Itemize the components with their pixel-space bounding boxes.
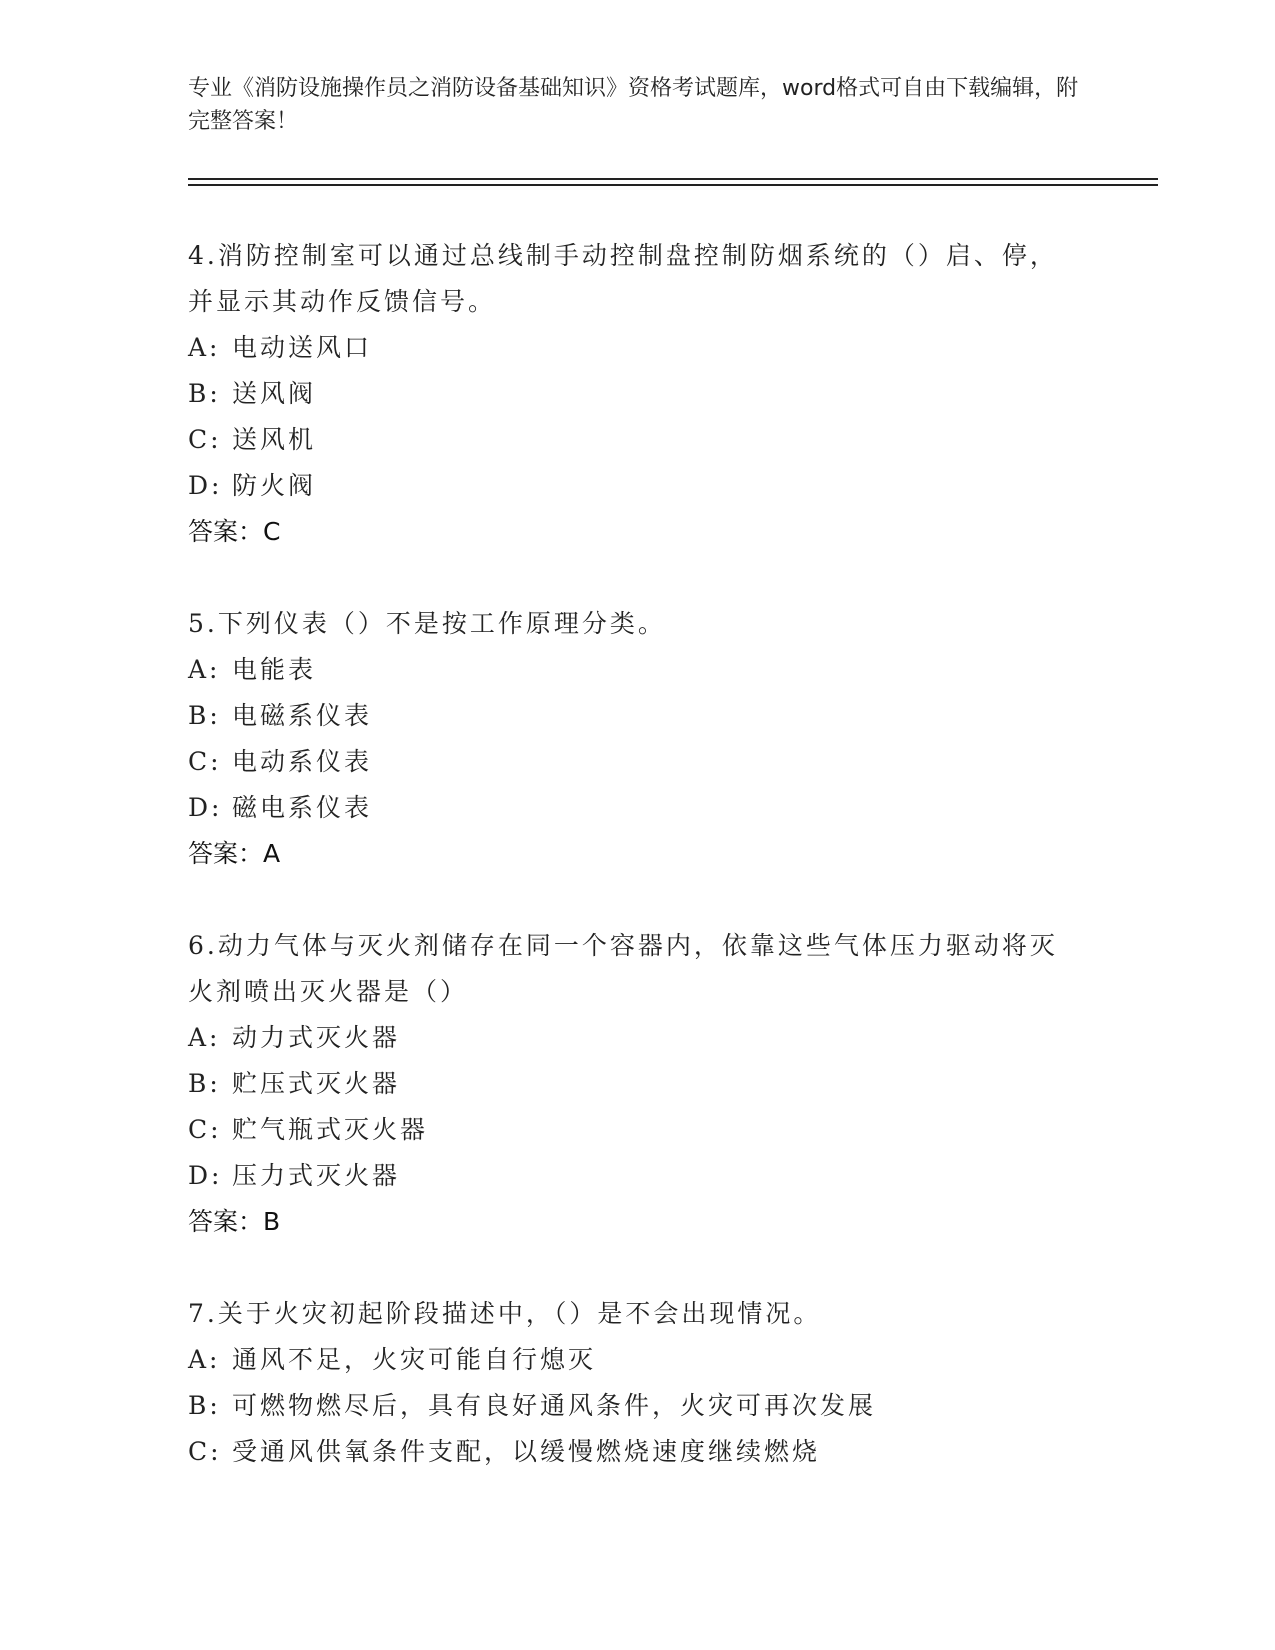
- option-d: [188, 785, 1088, 831]
- option-d: [188, 1153, 1088, 1199]
- answer-label: 答案：: [188, 517, 264, 546]
- option-letter: B:: [188, 1391, 221, 1420]
- option-letter: A:: [188, 655, 221, 684]
- option-a: [188, 1015, 1088, 1061]
- option-text: 通风不足，火灾可能自行熄灭: [232, 1345, 597, 1374]
- option-c: [188, 1429, 1088, 1475]
- option-letter: C:: [188, 1115, 222, 1144]
- question-4: [188, 233, 1088, 555]
- header-rule-bottom: [188, 184, 1158, 186]
- option-letter: C:: [188, 425, 222, 454]
- document-intro: 专业《消防设施操作员之消防设备基础知识》资格考试题库，word格式可自由下载编辑，附完整答案！: [188, 76, 1079, 134]
- option-letter: C:: [188, 1437, 222, 1466]
- option-letter: A:: [188, 333, 221, 362]
- answer-value: B: [263, 1207, 281, 1236]
- option-letter: B:: [188, 1069, 221, 1098]
- answer-label: 答案：: [188, 839, 264, 868]
- option-c: [188, 1107, 1088, 1153]
- option-text: 电动送风口: [232, 333, 373, 362]
- option-letter: D:: [188, 793, 223, 822]
- question-list: [188, 233, 1088, 1521]
- option-a: [188, 1337, 1088, 1383]
- option-letter: B:: [188, 379, 221, 408]
- option-text: 动力式灭火器: [232, 1023, 401, 1052]
- option-text: 磁电系仪表: [232, 793, 373, 822]
- option-a: [188, 647, 1088, 693]
- option-text: 受通风供氧条件支配，以缓慢燃烧速度继续燃烧: [232, 1437, 821, 1466]
- answer-value: A: [263, 839, 281, 868]
- option-letter: D:: [188, 471, 223, 500]
- option-text: 压力式灭火器: [232, 1161, 401, 1190]
- answer-line: [188, 509, 1088, 555]
- option-text: 送风机: [232, 425, 317, 454]
- option-b: [188, 1061, 1088, 1107]
- option-text: 贮压式灭火器: [232, 1069, 401, 1098]
- option-text: 送风阀: [232, 379, 317, 408]
- question-6: [188, 923, 1088, 1245]
- answer-line: [188, 1199, 1088, 1245]
- question-text: 6.动力气体与灭火剂储存在同一个容器内，依靠这些气体压力驱动将灭火剂喷出灭火器是（）: [188, 931, 1058, 1006]
- option-b: [188, 371, 1088, 417]
- answer-label: 答案：: [188, 1207, 264, 1236]
- option-letter: B:: [188, 701, 221, 730]
- option-d: [188, 463, 1088, 509]
- option-text: 电磁系仪表: [232, 701, 373, 730]
- option-text: 电动系仪表: [232, 747, 373, 776]
- answer-value: C: [263, 517, 281, 546]
- option-b: [188, 693, 1088, 739]
- option-letter: A:: [188, 1023, 221, 1052]
- header-rule-top: [188, 178, 1158, 180]
- option-a: [188, 325, 1088, 371]
- question-text: 5.下列仪表（）不是按工作原理分类。: [188, 609, 666, 638]
- answer-line: [188, 831, 1088, 877]
- option-letter: C:: [188, 747, 222, 776]
- option-letter: D:: [188, 1161, 223, 1190]
- question-5: [188, 601, 1088, 877]
- question-text: 4.消防控制室可以通过总线制手动控制盘控制防烟系统的（）启、停，并显示其动作反馈信号。: [188, 241, 1058, 316]
- option-c: [188, 417, 1088, 463]
- option-text: 防火阀: [232, 471, 317, 500]
- option-c: [188, 739, 1088, 785]
- question-text: 7.关于火灾初起阶段描述中，（）是不会出现情况。: [188, 1299, 822, 1328]
- option-b: [188, 1383, 1088, 1429]
- option-text: 贮气瓶式灭火器: [232, 1115, 429, 1144]
- option-text: 可燃物燃尽后，具有良好通风条件，火灾可再次发展: [232, 1391, 877, 1420]
- option-text: 电能表: [232, 655, 317, 684]
- option-letter: A:: [188, 1345, 221, 1374]
- question-7: [188, 1291, 1088, 1475]
